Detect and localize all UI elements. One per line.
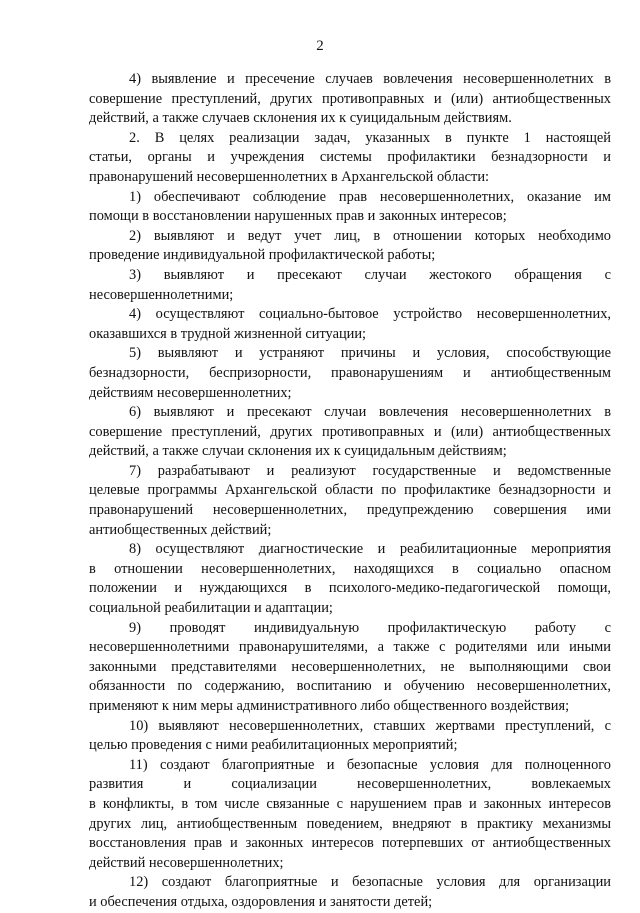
text-line: целью проведения с ними реабилитационных мероприятий; — [89, 737, 458, 754]
text-line: проведение индивидуальной профилактической работы; — [89, 247, 436, 264]
text-line: действий, а также случаев склонения их к суицидальным действиям. — [89, 110, 512, 127]
text-line: 4) выявление и пресечение случаев вовлечения несовершеннолетних в — [129, 71, 611, 87]
text-line: совершение преступлений, других противоправных и (или) антиобщественных — [89, 423, 611, 440]
page-number: 2 — [316, 38, 324, 54]
text-line: 4) осуществляют социально-бытовое устройство несовершеннолетних, — [129, 306, 611, 323]
text-line: применяют к ним меры административного либо общественного воздействия; — [89, 698, 570, 714]
text-line: обязанности по содержанию, воспитанию и обучению несовершеннолетних, — [89, 678, 611, 695]
text-line: в отношении несовершеннолетних, находящихся в социально опасном — [89, 560, 611, 577]
document-body — [89, 70, 611, 913]
text-line: в конфликты, в том числе связанные с нарушением прав и законных интересов — [89, 795, 611, 812]
text-line: 1) обеспечивают соблюдение прав несовершеннолетних, оказание им — [129, 188, 611, 205]
text-line: 9) проводят индивидуальную профилактическую работу с — [129, 619, 611, 636]
text-line: 12) создают благоприятные и безопасные условия для организации — [129, 874, 611, 891]
text-line: совершение преступлений, других противоправных и (или) антиобщественных — [89, 90, 611, 107]
text-line: 11) создают благоприятные и безопасные условия для полноценного — [129, 756, 611, 773]
text-line: 5) выявляют и устраняют причины и условия, способствующие — [129, 345, 611, 362]
text-line: социальной реабилитации и адаптации; — [89, 600, 333, 617]
text-line: несовершеннолетними; — [89, 286, 234, 303]
text-line: положении и нуждающихся в психолого-медико-педагогической помощи, — [89, 580, 611, 597]
text-line: 8) осуществляют диагностические и реабилитационные мероприятия — [129, 541, 611, 558]
text-line: целевые программы Архангельской области по профилактике безнадзорности и — [89, 482, 611, 499]
text-line: 2) выявляют и ведут учет лиц, в отношении которых необходимо — [129, 227, 611, 244]
text-line: оказавшихся в трудной жизненной ситуации; — [89, 325, 367, 342]
text-line: 3) выявляют и пресекают случаи жестокого обращения с — [129, 266, 611, 283]
text-line: правонарушений несовершеннолетних в Архангельской области: — [89, 168, 490, 185]
text-line: восстановления прав и законных интересов потерпевших от антиобщественных — [89, 835, 611, 852]
text-line: 7) разрабатывают и реализуют государственные и ведомственные — [129, 462, 611, 479]
text-line: действиям несовершеннолетних; — [89, 384, 292, 401]
text-line: действий, а также случаи склонения их к суицидальным действиям; — [89, 443, 507, 460]
text-line: безнадзорности, беспризорности, правонарушениям и антиобщественным — [89, 364, 611, 381]
text-line: других лиц, антиобщественным поведением, внедряют в практику механизмы — [89, 815, 611, 832]
text-line: законными представителями несовершеннолетних, не выполняющими свои — [89, 658, 611, 675]
text-line: и обеспечения отдыха, оздоровления и занятости детей; — [89, 893, 433, 910]
text-line: действий несовершеннолетних; — [89, 854, 284, 871]
text-line: 2. В целях реализации задач, указанных в пункте 1 настоящей — [129, 129, 611, 146]
text-line: 10) выявляют несовершеннолетних, ставших жертвами преступлений, с — [129, 717, 611, 734]
text-line: антиобщественных действий; — [89, 521, 272, 538]
text-line: 6) выявляют и пресекают случаи вовлечения несовершеннолетних в — [129, 404, 611, 421]
text-line: помощи в восстановлении нарушенных прав и законных интересов; — [89, 208, 507, 225]
text-line: несовершеннолетними правонарушителями, а также с родителями или иными — [89, 639, 611, 656]
text-line: статьи, органы и учреждения системы профилактики безнадзорности и — [89, 149, 611, 166]
text-line: правонарушений несовершеннолетних, предупреждению совершения ими — [89, 502, 611, 519]
text-line: развития и социализации несовершеннолетних, вовлекаемых — [89, 776, 611, 793]
